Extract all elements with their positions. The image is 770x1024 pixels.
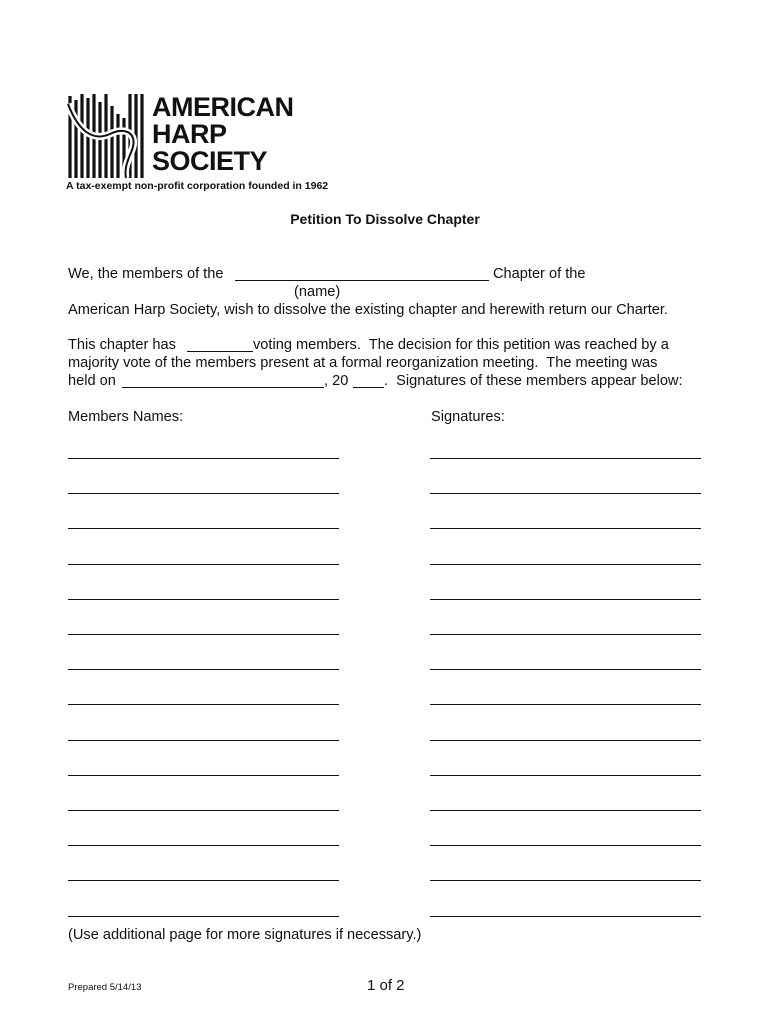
signature-line[interactable] (430, 458, 701, 459)
signature-line[interactable] (430, 599, 701, 600)
harp-icon (66, 90, 148, 180)
signature-line[interactable] (430, 704, 701, 705)
signature-line[interactable] (430, 740, 701, 741)
member-name-line[interactable] (68, 740, 339, 741)
member-name-line[interactable] (68, 880, 339, 881)
meeting-year-blank[interactable] (353, 387, 384, 388)
paragraph2-line2: majority vote of the members present at a formal reorganization meeting. The meeting was (68, 355, 658, 371)
signature-line[interactable] (430, 916, 701, 917)
member-name-line[interactable] (68, 634, 339, 635)
prepared-date: Prepared 5/14/13 (68, 982, 142, 993)
member-name-line[interactable] (68, 810, 339, 811)
american-harp-society-logo (66, 90, 329, 196)
member-name-line[interactable] (68, 493, 339, 494)
signature-line[interactable] (430, 634, 701, 635)
voting-members-text: voting members. The decision for this petition was reached by a (253, 337, 669, 353)
paragraph1-line2: American Harp Society, wish to dissolve the existing chapter and herewith return our Charter. (68, 302, 668, 318)
member-name-line[interactable] (68, 916, 339, 917)
voting-members-blank[interactable] (187, 351, 253, 352)
logo-word-american: AMERICAN (152, 92, 294, 122)
document-title: Petition To Dissolve Chapter (290, 211, 480, 227)
signature-line[interactable] (430, 528, 701, 529)
signature-line[interactable] (430, 775, 701, 776)
member-name-line[interactable] (68, 669, 339, 670)
chapter-of-suffix: Chapter of the (493, 266, 586, 282)
chapter-has-text: This chapter has (68, 337, 176, 353)
member-name-line[interactable] (68, 458, 339, 459)
paragraph1-line1 (68, 265, 223, 283)
year-prefix-text: , 20 (324, 373, 349, 389)
signature-line[interactable] (430, 845, 701, 846)
signature-line[interactable] (430, 810, 701, 811)
member-name-line[interactable] (68, 599, 339, 600)
signature-line[interactable] (430, 493, 701, 494)
members-names-label: Members Names: (68, 409, 184, 425)
signatures-label: Signatures: (431, 409, 505, 425)
member-name-line[interactable] (68, 704, 339, 705)
signature-line[interactable] (430, 564, 701, 565)
signature-line[interactable] (430, 880, 701, 881)
member-name-line[interactable] (68, 775, 339, 776)
name-hint: (name) (294, 284, 341, 300)
logo-word-harp: HARP (152, 119, 227, 149)
chapter-name-blank[interactable] (235, 280, 489, 281)
logo-word-society: SOCIETY (152, 146, 268, 176)
signatures-appear-text: . Signatures of these members appear below: (384, 373, 683, 389)
signature-line[interactable] (430, 669, 701, 670)
additional-page-note: (Use additional page for more signatures if necessary.) (68, 927, 422, 943)
member-name-line[interactable] (68, 528, 339, 529)
meeting-date-blank[interactable] (122, 387, 324, 388)
page-number: 1 of 2 (367, 977, 405, 994)
held-on-text: held on (68, 373, 116, 389)
members-of-prefix: We, the members of the (68, 266, 224, 282)
logo-tagline: A tax-exempt non-profit corporation founded in 1962 (66, 180, 329, 192)
member-name-line[interactable] (68, 845, 339, 846)
member-name-line[interactable] (68, 564, 339, 565)
